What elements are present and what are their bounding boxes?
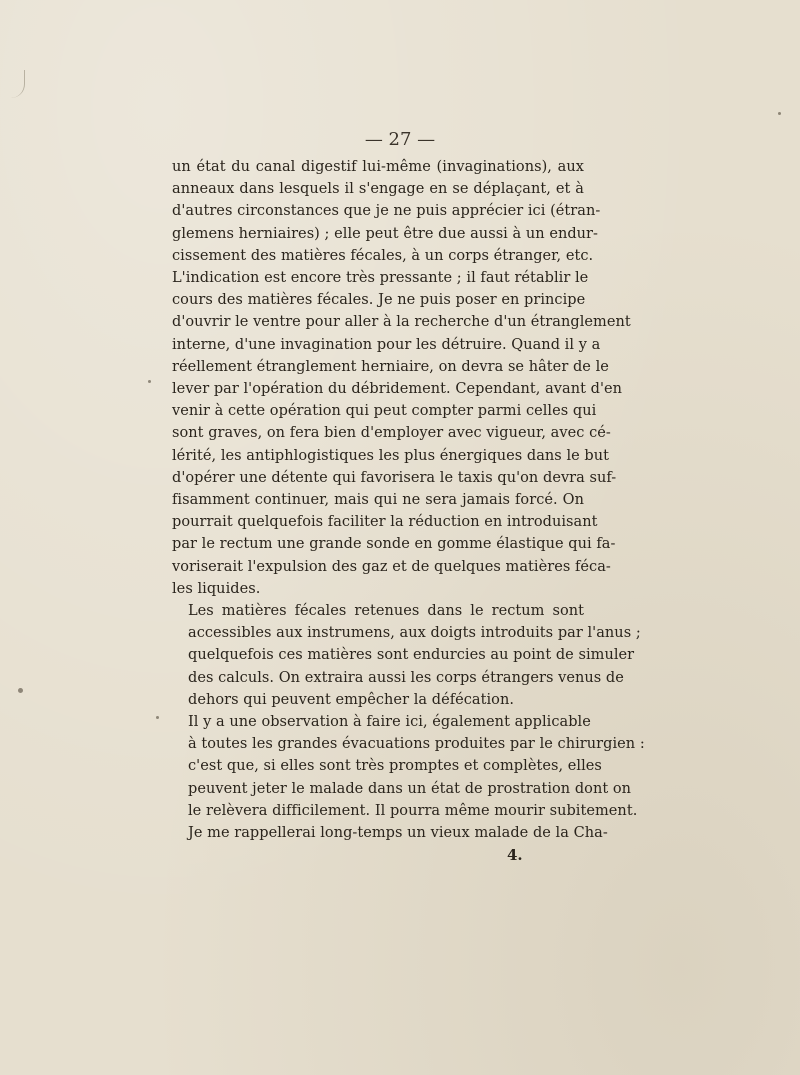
text-line: glemens herniaires) ; elle peut être due aussi à un endur- bbox=[172, 225, 598, 242]
text-line: interne, d'une invagination pour les détruire. Quand il y a bbox=[172, 336, 601, 353]
text-line: un état du canal digestif lui-même (invaginations), aux bbox=[172, 159, 584, 175]
text-line: quelquefois ces matières sont endurcies au point de simuler bbox=[188, 647, 635, 664]
text-line: cissement des matières fécales, à un corps étranger, etc. bbox=[172, 247, 594, 264]
text-line: réellement étranglement herniaire, on devra se hâter de le bbox=[172, 358, 609, 375]
page-corner-mark bbox=[8, 70, 25, 98]
text-line: fisamment continuer, mais qui ne sera jamais forcé. On bbox=[172, 492, 584, 509]
text-line: le relèvera difficilement. Il pourra même mourir subitement. bbox=[188, 802, 638, 819]
signature-mark: 4. bbox=[507, 846, 523, 864]
paper-speck bbox=[148, 380, 151, 383]
text-line: Je me rappellerai long-temps un vieux malade de la Cha- bbox=[188, 825, 608, 842]
text-line: venir à cette opération qui peut compter parmi celles qui bbox=[172, 403, 597, 420]
text-line: c'est que, si elles sont très promptes et complètes, elles bbox=[188, 758, 602, 775]
page-number: — 27 — bbox=[364, 129, 436, 150]
text-line: dehors qui peuvent empêcher la défécation. bbox=[188, 691, 515, 708]
paper-speck bbox=[156, 716, 159, 719]
text-line: d'opérer une détente qui favorisera le taxis qu'on devra suf- bbox=[172, 469, 617, 486]
text-line: d'ouvrir le ventre pour aller à la recherche d'un étranglement bbox=[172, 314, 631, 331]
text-line: Il y a une observation à faire ici, également applicable bbox=[188, 714, 591, 731]
text-line: cours des matières fécales. Je ne puis poser en principe bbox=[172, 292, 586, 309]
text-line: peuvent jeter le malade dans un état de prostration dont on bbox=[188, 780, 632, 797]
paper-speck bbox=[18, 688, 23, 693]
text-line: Les matières fécales retenues dans le rectum sont bbox=[188, 603, 584, 620]
text-line: sont graves, on fera bien d'employer avec vigueur, avec cé- bbox=[172, 425, 611, 442]
text-line: lever par l'opération du débridement. Cependant, avant d'en bbox=[172, 381, 623, 398]
text-line: d'autres circonstances que je ne puis apprécier ici (étran- bbox=[172, 203, 601, 220]
text-line: pourrait quelquefois faciliter la réduction en introduisant bbox=[172, 514, 598, 531]
body-text bbox=[172, 156, 645, 844]
text-line: à toutes les grandes évacuations produites par le chirurgien : bbox=[188, 736, 645, 753]
text-line: par le rectum une grande sonde en gomme élastique qui fa- bbox=[172, 536, 616, 553]
paragraph-3 bbox=[172, 711, 645, 844]
text-line: les liquides. bbox=[172, 580, 261, 597]
text-line: voriserait l'expulsion des gaz et de quelques matières féca- bbox=[172, 558, 611, 575]
paragraph-2 bbox=[172, 600, 641, 711]
text-line: anneaux dans lesquels il s'engage en se déplaçant, et à bbox=[172, 181, 584, 198]
text-line: des calculs. On extraira aussi les corps étrangers venus de bbox=[188, 669, 624, 686]
paper-speck bbox=[778, 112, 781, 115]
paragraph-1 bbox=[172, 156, 631, 600]
text-line: accessibles aux instrumens, aux doigts introduits par l'anus ; bbox=[188, 625, 641, 642]
text-line: lérité, les antiphlogistiques les plus énergiques dans le but bbox=[172, 447, 610, 464]
text-line: L'indication est encore très pressante ; il faut rétablir le bbox=[172, 270, 589, 287]
